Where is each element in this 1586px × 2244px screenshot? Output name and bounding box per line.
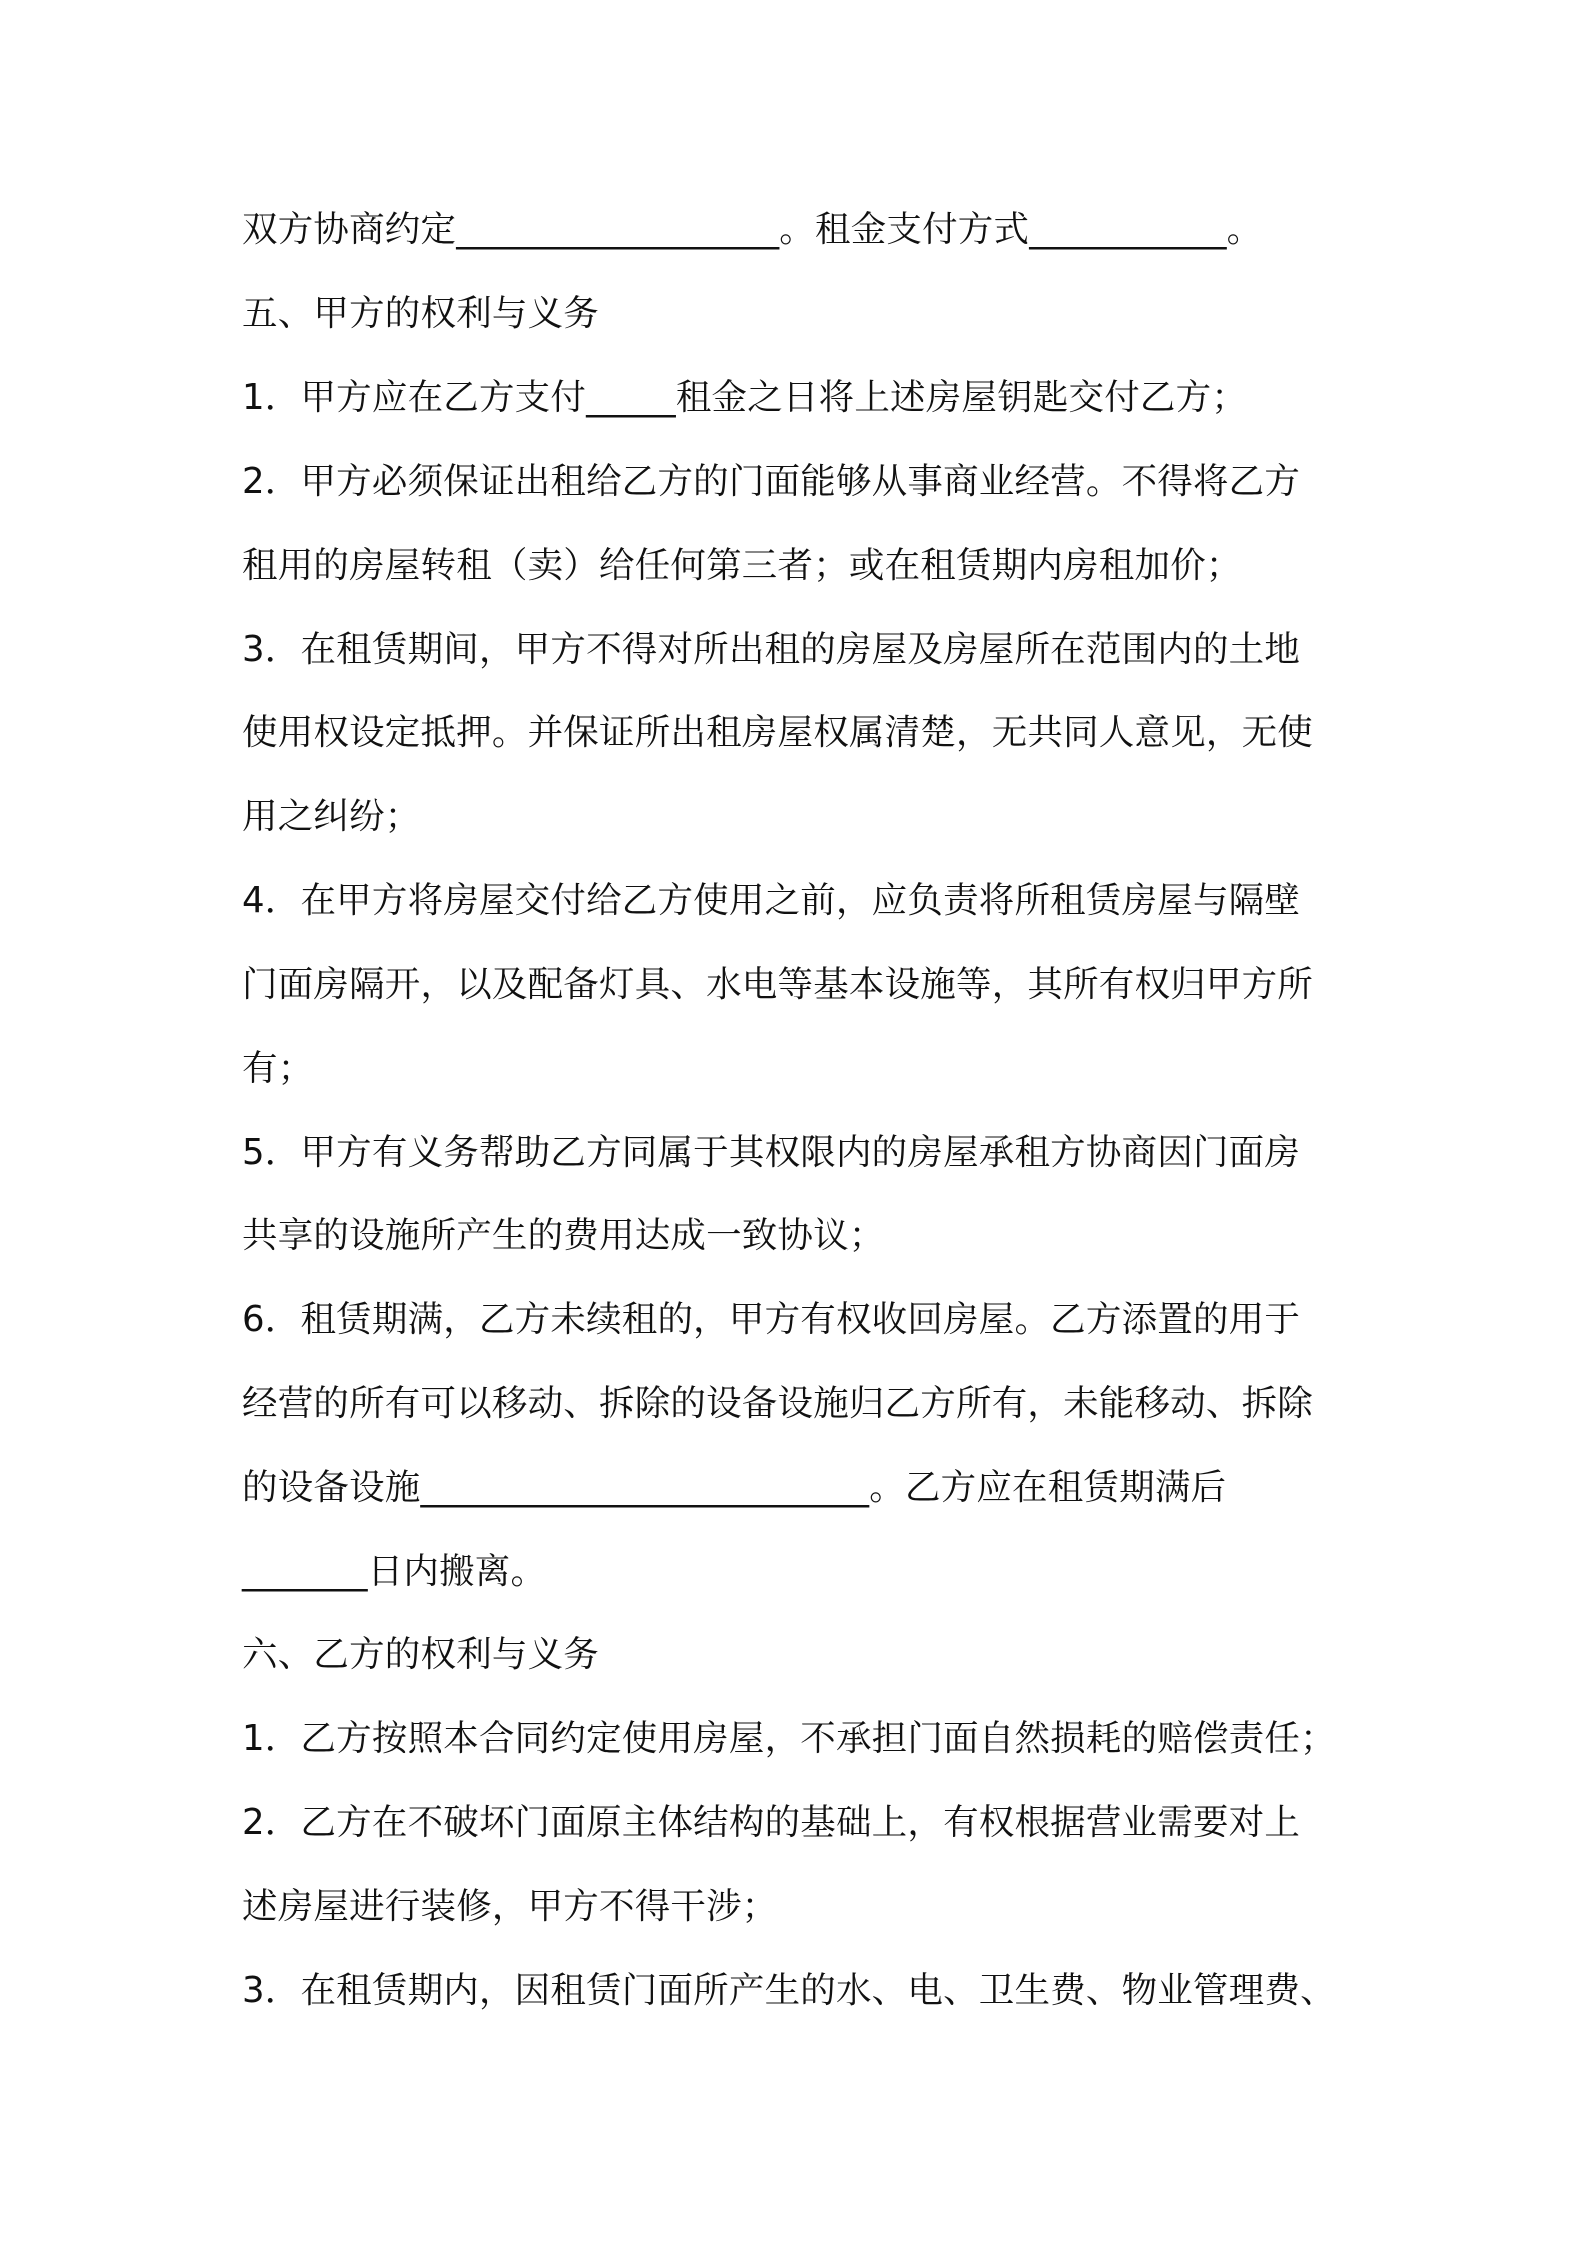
text-line: 4．在甲方将房屋交付给乙方使用之前，应负责将所租赁房屋与隔壁 <box>242 880 1301 921</box>
section-heading: 六、乙方的权利与义务 <box>242 1634 600 1675</box>
text-line: 1．乙方按照本合同约定使用房屋，不承担门面自然损耗的赔偿责任； <box>242 1718 1336 1759</box>
text-line: 3．在租赁期内，因租赁门面所产生的水、电、卫生费、物业管理费、 <box>242 1970 1336 2011</box>
text-line: 1．甲方应在乙方支付_____租金之日将上述房屋钥匙交付乙方； <box>242 377 1248 418</box>
text-line: 共享的设施所产生的费用达成一致协议； <box>242 1215 885 1256</box>
text-line: 的设备设施_________________________。乙方应在租赁期满后 <box>242 1467 1227 1508</box>
text-line: 5．甲方有义务帮助乙方同属于其权限内的房屋承租方协商因门面房 <box>242 1132 1301 1173</box>
text-line: 6．租赁期满，乙方未续租的，甲方有权收回房屋。乙方添置的用于 <box>242 1299 1301 1340</box>
text-line: 述房屋进行装修，甲方不得干涉； <box>242 1886 778 1927</box>
text-line: 使用权设定抵押。并保证所出租房屋权属清楚，无共同人意见，无使 <box>242 712 1314 753</box>
text-line: 有； <box>242 1048 314 1089</box>
text-line: 租用的房屋转租（卖）给任何第三者；或在租赁期内房租加价； <box>242 545 1242 586</box>
text-line: 用之纠纷； <box>242 796 421 837</box>
text-line: 3．在租赁期间，甲方不得对所出租的房屋及房屋所在范围内的土地 <box>242 629 1301 670</box>
text-line: 经营的所有可以移动、拆除的设备设施归乙方所有，未能移动、拆除 <box>242 1383 1314 1424</box>
text-line: _______日内搬离。 <box>242 1551 547 1592</box>
text-line: 门面房隔开，以及配备灯具、水电等基本设施等，其所有权归甲方所 <box>242 964 1314 1005</box>
text-line: 2．乙方在不破坏门面原主体结构的基础上，有权根据营业需要对上 <box>242 1802 1301 1843</box>
text-line: 双方协商约定__________________。租金支付方式___________。 <box>242 209 1263 250</box>
section-heading: 五、甲方的权利与义务 <box>242 293 600 334</box>
text-line: 2．甲方必须保证出租给乙方的门面能够从事商业经营。不得将乙方 <box>242 461 1301 502</box>
